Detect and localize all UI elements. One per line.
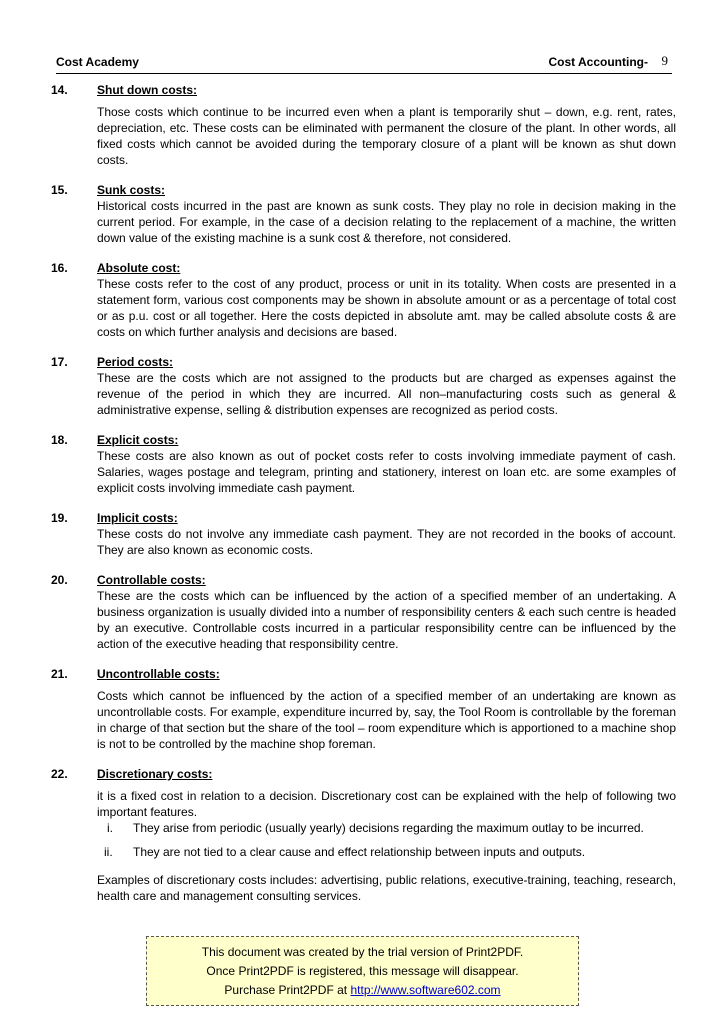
item-number: 16.: [51, 261, 68, 275]
item-controllable-costs: [51, 572, 676, 652]
item-implicit-costs: [51, 510, 676, 558]
point-marker: i.: [107, 821, 113, 835]
item-number: 20.: [51, 573, 68, 587]
point-marker: ii.: [104, 845, 113, 859]
item-title: Absolute cost:: [97, 261, 181, 275]
item-number: 14.: [51, 83, 68, 97]
item-number: 21.: [51, 667, 68, 681]
item-title: Discretionary costs:: [97, 767, 213, 781]
item-period-costs: [51, 354, 676, 418]
feature-point: [97, 820, 676, 836]
feature-point: [97, 844, 676, 860]
item-title: Controllable costs:: [97, 573, 206, 587]
item-body: These costs refer to the cost of any product, process or unit in its totality. When costs are presented in a statement form, various cost components may be shown in absolute amount or as a percentage of total cost or as p.u. cost or all together. Here the costs depicted in absolute amt. may be called absolute costs & are costs on which further analysis and decisions are based.: [97, 277, 676, 339]
item-body: These are the costs which can be influenced by the action of a specified member of an undertaking. A business organization is usually divided into a number of responsibility centers & each such centre is headed by an executive. Controllable costs incurred in a particular responsibility centre can be influenced by the action of the executive heading that responsibility centre.: [97, 589, 676, 651]
header-divider: [56, 73, 672, 74]
trial-notice-line: [147, 981, 578, 1000]
item-title: Shut down costs:: [97, 83, 197, 97]
item-number: 17.: [51, 355, 68, 369]
item-title: Uncontrollable costs:: [97, 667, 220, 681]
examples-paragraph: Examples of discretionary costs includes: advertising, public relations, executive-training, teaching, research, health care and management consulting services.: [97, 873, 676, 903]
item-number: 15.: [51, 183, 68, 197]
item-discretionary-costs: [51, 766, 676, 904]
trial-notice-prefix: Purchase Print2PDF at: [224, 983, 348, 997]
item-absolute-cost: [51, 260, 676, 340]
point-text: They are not tied to a clear cause and effect relationship between inputs and outputs.: [133, 845, 586, 859]
trial-notice-box: [146, 936, 579, 1006]
document-body: [51, 82, 676, 918]
item-title: Explicit costs:: [97, 433, 179, 447]
item-body: These costs are also known as out of pocket costs refer to costs involving immediate payment of cash. Salaries, wages postage and telegram, printing and stationery, interest on loan etc. are some examples of explicit costs involving immediate cash payment.: [97, 449, 676, 495]
item-number: 18.: [51, 433, 68, 447]
page-number: 9: [661, 53, 668, 68]
item-title: Sunk costs:: [97, 183, 166, 197]
item-body: These costs do not involve any immediate cash payment. They are not recorded in the books of account. They are also known as economic costs.: [97, 527, 676, 557]
item-number: 22.: [51, 767, 68, 781]
item-body: Those costs which continue to be incurred even when a plant is temporarily shut – down, e.g. rent, rates, depreciation, etc. These costs can be eliminated with permanent the closure of the plant. In other words, all fixed costs which cannot be avoided during the temporary closure of a plant will be known as shut down costs.: [97, 105, 676, 167]
trial-notice-line: Once Print2PDF is registered, this message will disappear.: [206, 964, 519, 978]
software602-link[interactable]: http://www.software602.com: [350, 983, 501, 997]
item-number: 19.: [51, 511, 68, 525]
header-right-title: Cost Accounting-: [548, 55, 648, 69]
item-explicit-costs: [51, 432, 676, 496]
item-title: Period costs:: [97, 355, 174, 369]
item-title: Implicit costs:: [97, 511, 178, 525]
item-sunk-costs: [51, 182, 676, 246]
item-body: Historical costs incurred in the past are known as sunk costs. They play no role in decision making in the current period. For example, in the case of a decision relating to the replacement of a machine, the written down value of the existing machine is a sunk cost & therefore, not considered.: [97, 199, 676, 245]
item-body: Costs which cannot be influenced by the action of a specified member of an undertaking are known as uncontrollable costs. For example, expenditure incurred by, say, the Tool Room is controllable by the foreman in charge of that section but the share of the tool – room expenditure which is apportioned to a machine shop is not to be controlled by the machine shop foreman.: [97, 689, 676, 751]
item-uncontrollable-costs: [51, 666, 676, 752]
trial-notice-line: This document was created by the trial version of Print2PDF.: [201, 945, 524, 959]
item-body: it is a fixed cost in relation to a decision. Discretionary cost can be explained with the help of following two important features.: [97, 789, 676, 819]
item-shut-down-costs: [51, 82, 676, 168]
item-body: These are the costs which are not assigned to the products but are charged as expenses against the revenue of the period in which they are incurred. All non–manufacturing costs such as general & administrative expense, selling & distribution expenses are recognized as period costs.: [97, 371, 676, 417]
page-header: [56, 55, 672, 71]
point-text: They arise from periodic (usually yearly) decisions regarding the maximum outlay to be incurred.: [133, 821, 644, 835]
header-left-title: Cost Academy: [56, 55, 139, 69]
